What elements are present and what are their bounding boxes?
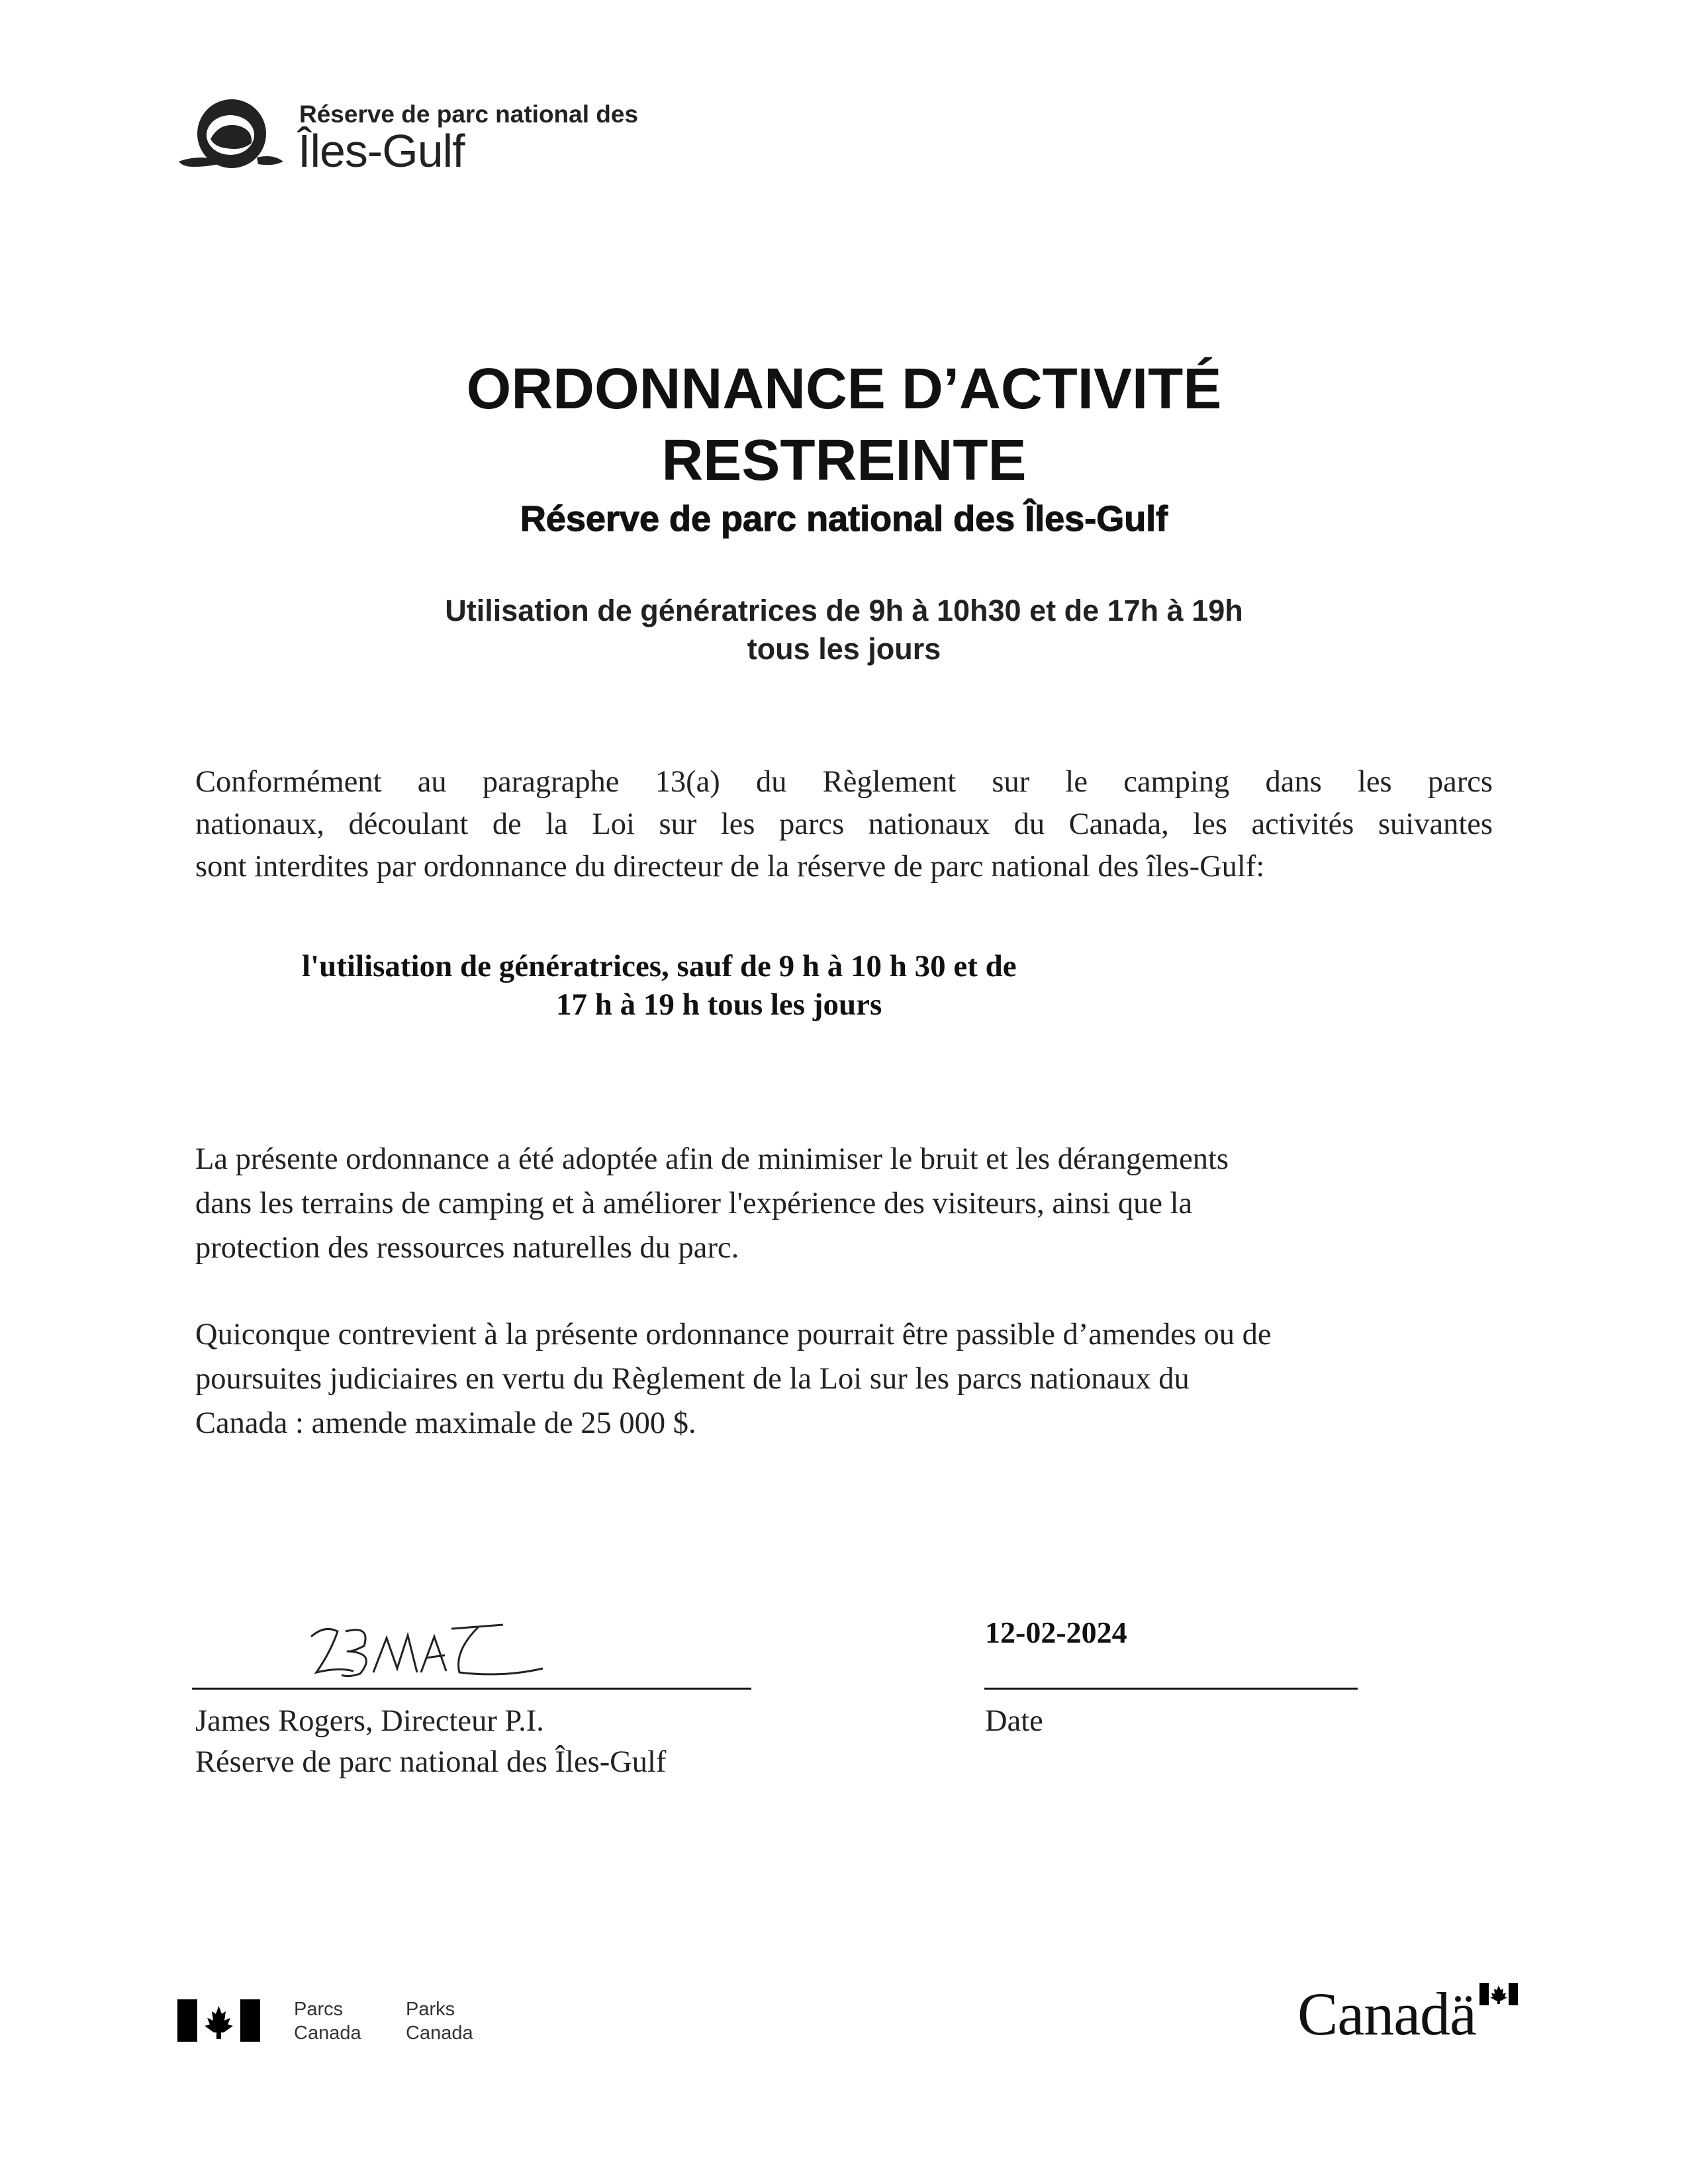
purpose-line3: protection des ressources naturelles du parc. xyxy=(195,1231,739,1265)
document-subtitle: Réserve de parc national des Îles-Gulf xyxy=(520,499,1168,539)
footer-parcs: Parcs xyxy=(294,1999,344,2020)
date-value: 12-02-2024 xyxy=(985,1615,1127,1649)
schedule-line2: tous les jours xyxy=(747,632,941,666)
prohibited-activity-line2: 17 h à 19 h tous les jours xyxy=(556,987,882,1022)
penalty-line2: poursuites judiciaires en vertu du Règlement de la Loi sur les parcs nationaux du xyxy=(195,1362,1190,1396)
intro-line2: nationaux, découlant de la Loi sur les parcs nationaux du Canada, les activités suivantes xyxy=(195,807,1493,841)
intro-line1: Conformément au paragraphe 13(a) du Règlement sur le camping dans les parcs xyxy=(195,765,1493,799)
purpose-line1: La présente ordonnance a été adoptée afin de minimiser le bruit et les dérangements xyxy=(195,1142,1229,1176)
intro-paragraph xyxy=(195,761,1493,888)
beaver-logo-icon xyxy=(173,93,286,179)
park-logo xyxy=(173,93,677,179)
schedule-line1: Utilisation de génératrices de 9h à 10h30 et de 17h à 19h xyxy=(445,594,1243,627)
intro-line3: sont interdites par ordonnance du directeur de la réserve de parc national des îles-Gulf: xyxy=(195,850,1265,884)
penalty-paragraph xyxy=(195,1312,1493,1445)
penalty-line3: Canada : amende maximale de 25 000 $. xyxy=(195,1406,696,1440)
canada-flag-icon xyxy=(177,1999,260,2042)
footer-parks: Parks xyxy=(406,1999,455,2020)
prohibited-activity-line1: l'utilisation de génératrices, sauf de 9 h à 10 h 30 et de xyxy=(302,949,1017,983)
logo-park-reserve-text: Réserve de parc national des xyxy=(299,101,639,128)
logo-park-name: Îles-Gulf xyxy=(298,125,465,177)
date-line xyxy=(984,1688,1358,1690)
canada-wordmark: Canadä xyxy=(1297,1980,1476,2048)
footer-canada-en: Canada xyxy=(406,2023,473,2044)
purpose-line2: dans les terrains de camping et à améliorer l'expérience des visiteurs, ainsi que la xyxy=(195,1187,1193,1220)
document-title-line2: RESTREINTE xyxy=(661,428,1027,492)
signatory-organization: Réserve de parc national des Îles-Gulf xyxy=(195,1745,667,1779)
signatory-name-title: James Rogers, Directeur P.I. xyxy=(195,1704,544,1738)
footer-canada-fr: Canada xyxy=(294,2023,361,2044)
handwritten-signature xyxy=(305,1612,549,1691)
signature-line xyxy=(192,1688,751,1690)
purpose-paragraph xyxy=(195,1137,1493,1270)
canada-wordmark-flag-icon xyxy=(1479,1983,1518,2005)
date-label: Date xyxy=(985,1704,1043,1738)
penalty-line1: Quiconque contrevient à la présente ordonnance pourrait être passible d’amendes ou de xyxy=(195,1318,1272,1351)
document-title-line1: ORDONNANCE D’ACTIVITÉ xyxy=(466,357,1222,421)
